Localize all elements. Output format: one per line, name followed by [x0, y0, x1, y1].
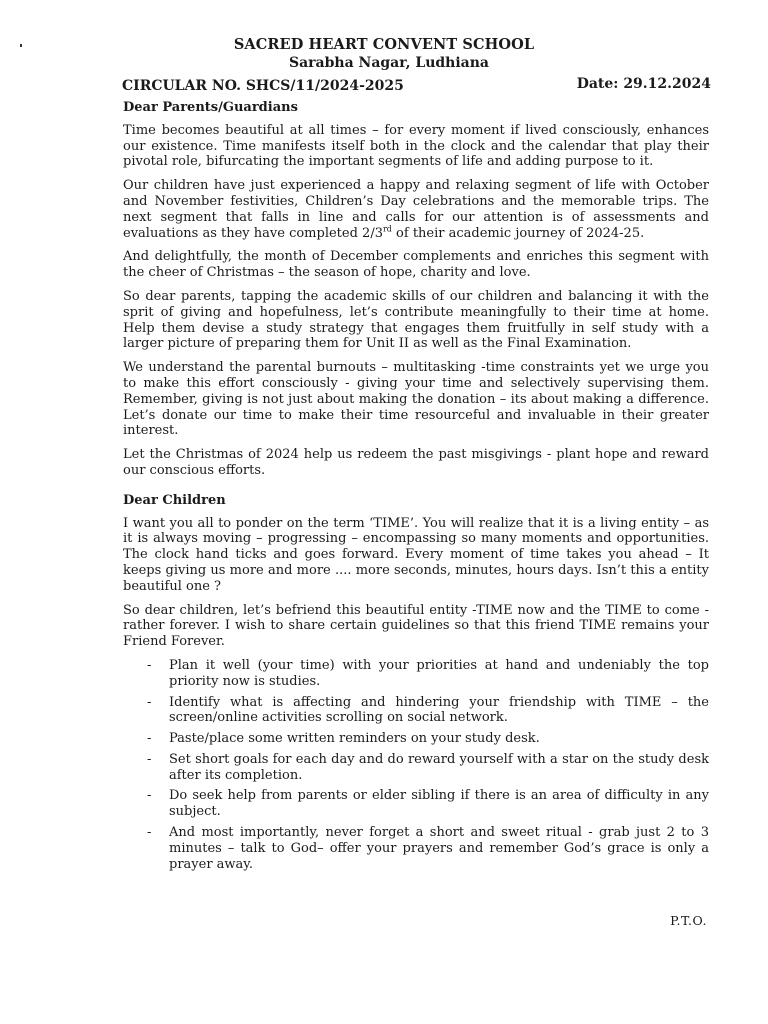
- superscript: rd: [382, 224, 392, 234]
- list-item-text: Identify what is affecting and hindering your friendship with TIME – the screen/online activities scrolling on social network.: [169, 694, 709, 726]
- paragraph: We understand the parental burnouts – multitasking -time constraints yet we urge you to make this effort consciously - giving your time and selectively supervising them. Remember, giving is not just about making the donation – its about making a difference. Let’s donate our time to make their time resourceful and invaluable in their greater interest.: [123, 360, 709, 439]
- paragraph: Let the Christmas of 2024 help us redeem the past misgivings - plant hope and reward our conscious efforts.: [123, 447, 709, 478]
- paragraph: And delightfully, the month of December complements and enriches this segment with the cheer of Christmas – the season of hope, charity and love.: [123, 249, 709, 281]
- list-item: [123, 788, 709, 820]
- paragraph: I want you all to ponder on the term ‘TIME’. You will realize that it is a living entity – as it is always moving – progressing – encompassing so many moments and opportunities. The clock hand ticks and goes forward. Every moment of time takes you ahead – It keeps giving us more and more .... more seconds, minutes, hours days. Isn’t this a entity beautiful one ?: [123, 515, 709, 594]
- list-item: [123, 695, 709, 727]
- list-item: [123, 825, 709, 872]
- children-salutation: Dear Children: [123, 492, 226, 508]
- paragraph-text: of their academic journey of 2024-25.: [391, 225, 645, 241]
- circular-number: CIRCULAR NO. SHCS/11/2024-2025: [122, 78, 404, 94]
- list-item-text: Do seek help from parents or elder sibling if there is an area of difficulty in any subject.: [169, 788, 709, 820]
- dash-bullet: -: [147, 825, 152, 841]
- pto-label: P.T.O.: [670, 913, 707, 928]
- list-item-text: Set short goals for each day and do reward yourself with a star on the study desk after its completion.: [169, 751, 709, 783]
- parents-salutation: Dear Parents/Guardians: [123, 100, 298, 115]
- list-item: [123, 731, 709, 747]
- school-address: Sarabha Nagar, Ludhiana: [288, 55, 489, 71]
- list-item: [123, 658, 709, 690]
- list-item: [123, 752, 709, 784]
- school-name: SACRED HEART CONVENT SCHOOL: [233, 36, 535, 53]
- dash-bullet: -: [147, 731, 152, 747]
- paragraph: [123, 178, 709, 241]
- paragraph: Time becomes beautiful at all times – for every moment if lived consciously, enhances our existence. Time manifests itself both in the clock and the calendar that play their pivotal role, bifurcating the important segments of life and adding purpose to it.: [123, 122, 709, 170]
- dash-bullet: -: [147, 788, 152, 804]
- circular-date: Date: 29.12.2024: [576, 76, 711, 92]
- guidelines-list: [123, 658, 709, 873]
- letter-body: [123, 100, 709, 877]
- list-item-text: And most importantly, never forget a short and sweet ritual - grab just 2 to 3 minutes – talk to God– offer your prayers and remember God’s grace is only a prayer away.: [169, 825, 709, 872]
- dash-bullet: -: [147, 694, 152, 710]
- dash-bullet: -: [147, 751, 152, 767]
- list-item-text: Plan it well (your time) with your priorities at hand and undeniably the top priority now is studies.: [169, 657, 709, 689]
- paragraph: So dear parents, tapping the academic skills of our children and balancing it with the sprit of giving and hopefulness, let’s contribute meaningfully to their time at home. Help them devise a study strategy that engages them fruitfully in self study with a larger picture of preparing them for Unit II as well as the Final Examination.: [123, 288, 709, 352]
- paragraph-text: Our children have just experienced a happy and relaxing segment of life with October and November festivities, Children’s Day celebrations and the memorable trips. The next segment that falls in line and calls for our attention is of assessments and evaluations as they have completed 2/3: [123, 178, 709, 241]
- dash-bullet: -: [147, 657, 152, 673]
- list-item-text: Paste/place some written reminders on your study desk.: [169, 731, 540, 747]
- paragraph: So dear children, let’s befriend this beautiful entity -TIME now and the TIME to come - rather forever. I wish to share certain guidelines so that this friend TIME remains your Friend Forever.: [123, 602, 709, 650]
